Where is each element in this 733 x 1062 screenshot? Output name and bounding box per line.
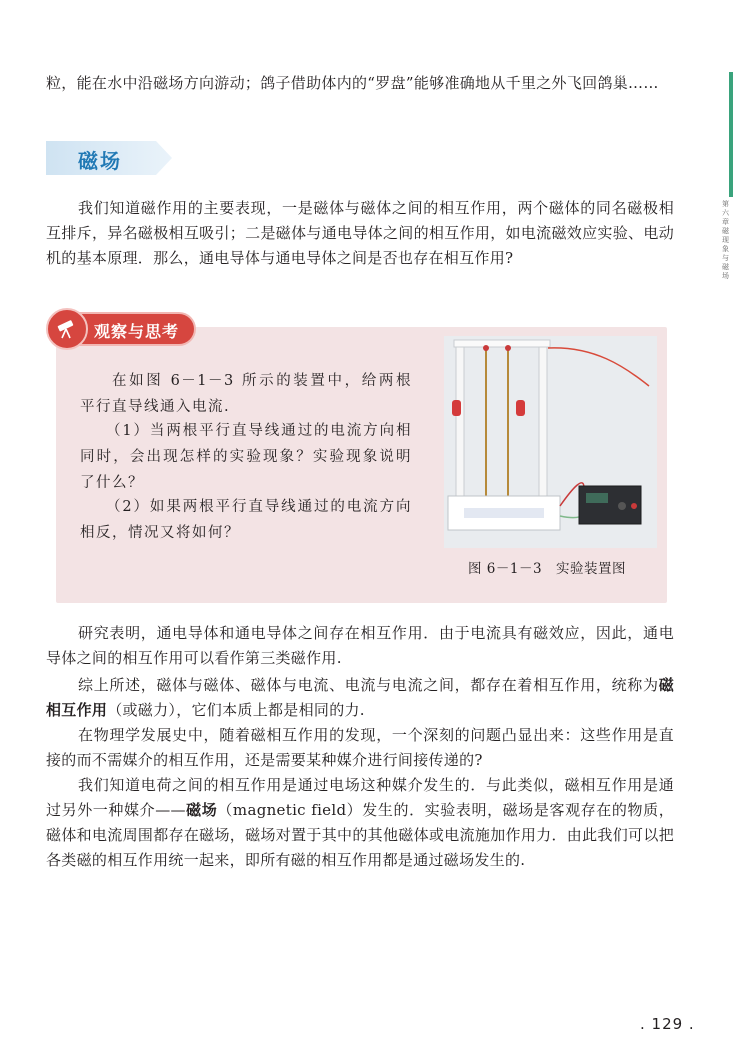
top-paragraph: 粒，能在水中沿磁场方向游动；鸽子借助体内的“罗盘”能够准确地从千里之外飞回鸽巢…… [46, 74, 659, 92]
section-heading [46, 141, 174, 175]
observe-intro: 在如图 6－1－3 所示的装置中，给两根平行直导线通入电流. [80, 373, 412, 415]
p4-text-after: （magnetic field）发生的．实验表明，磁场是客观存在的物质，磁体和电流周围都存在磁场，磁场对置于其中的其他磁体或电流施加作用力．由此我们可以把各类磁的相互作用统一起来，即所有磁的相互作用都是通过磁场发生的. [46, 801, 674, 869]
observe-title: 观察与思考 [94, 322, 180, 341]
page-number: . 129 . [640, 1015, 695, 1033]
term-magnetic-field: 磁场 [185, 801, 218, 819]
figure-caption: 图 6－1－3 实验装置图 [468, 561, 627, 577]
body-paragraph-3: 在物理学发展史中，随着磁相互作用的发现，一个深刻的问题凸显出来：这些作用是直接的而不需媒介的相互作用，还是需要某种媒介进行间接传递的? [46, 726, 674, 769]
p2-text-after: （或磁力），它们本质上都是相同的力. [107, 701, 365, 719]
intro-paragraph: 我们知道磁作用的主要表现，一是磁体与磁体之间的相互作用，两个磁体的同名磁极相互排斥，异名磁极相互吸引；二是磁体与通电导体之间的相互作用，如电流磁效应实验、电动机的基本原理．那么，通电导体与通电导体之间是否也存在相互作用? [46, 199, 674, 267]
section-title: 磁场 [78, 149, 122, 173]
body-paragraph-2 [46, 673, 674, 723]
p4-text-before: 我们知道电荷之间的相互作用是通过电场这种媒介发生的．与此类似，磁相互作用是通过另外一种媒介—— [46, 776, 674, 819]
chapter-edge-bar [729, 72, 733, 197]
observe-tab [46, 308, 196, 346]
body-paragraph-4 [46, 773, 674, 873]
observe-question-1: （1）当两根平行直导线通过的电流方向相同时，会出现怎样的实验现象？实验现象说明了什么？ [80, 423, 412, 491]
observe-question-2: （2）如果两根平行直导线通过的电流方向相反，情况又将如何？ [80, 499, 412, 541]
experiment-apparatus-figure [444, 336, 657, 548]
term-magnetic-interaction: 磁相互作用 [46, 676, 674, 719]
p2-text-before: 综上所述，磁体与磁体、磁体与电流、电流与电流之间，都存在着相互作用，统称为 [78, 676, 659, 694]
telescope-icon [46, 308, 88, 350]
chapter-edge-label: 第六章 磁现象与磁场 [722, 200, 729, 280]
body-paragraph-1: 研究表明，通电导体和通电导体之间存在相互作用．由于电流具有磁效应，因此，通电导体之间的相互作用可以看作第三类磁作用. [46, 624, 674, 667]
